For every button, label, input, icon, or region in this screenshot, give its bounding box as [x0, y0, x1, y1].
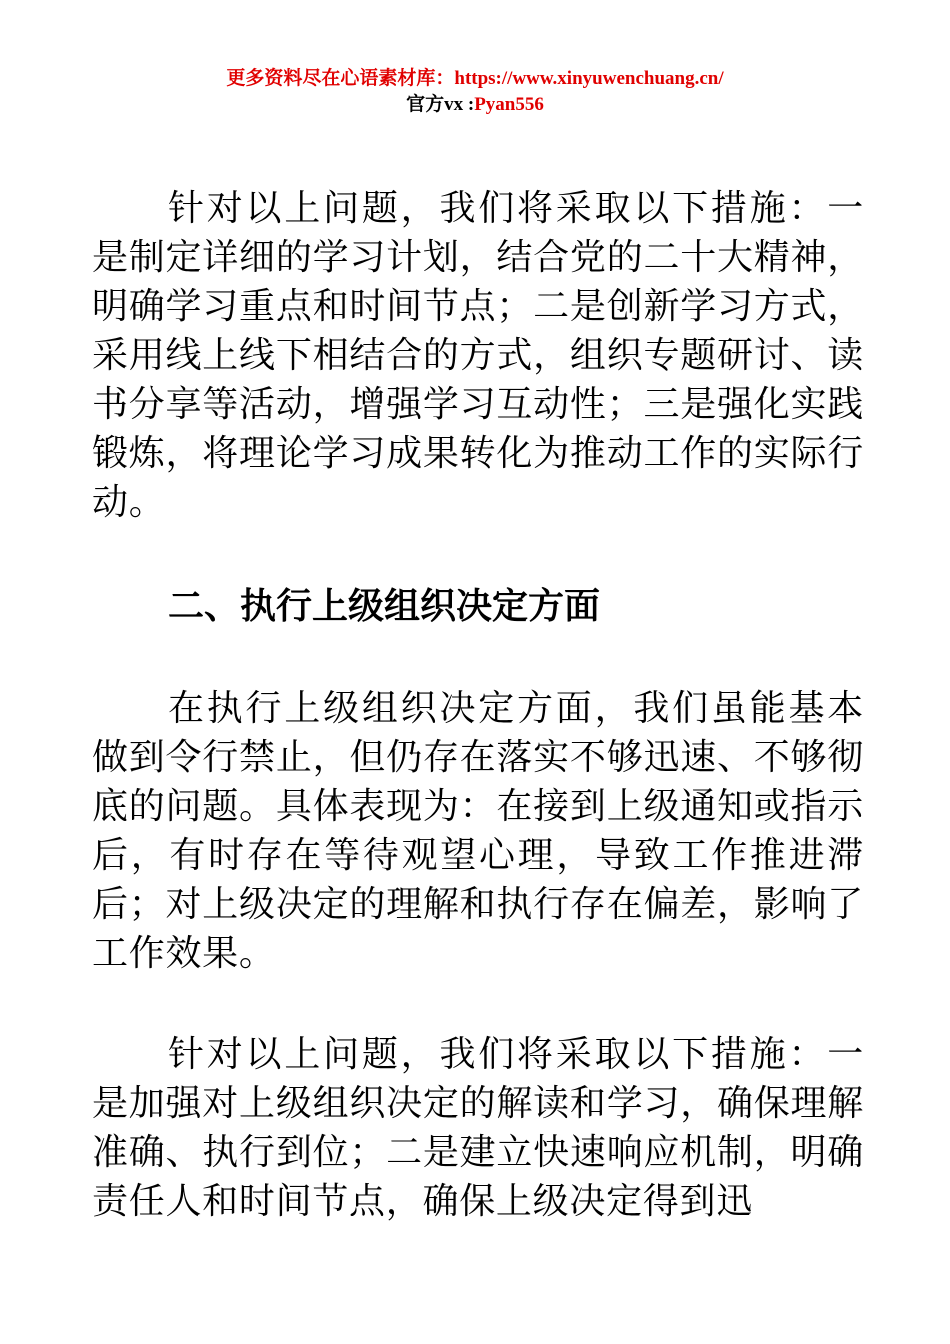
- wechat-contact-line: [0, 92, 950, 118]
- source-header: [0, 66, 950, 118]
- wechat-id: Pyan556: [474, 94, 544, 115]
- body-paragraph: 在执行上级组织决定方面，我们虽能基本做到令行禁止，但仍存在落实不够迅速、不够彻底的问题。具体表现为：在接到上级通知或指示后，有时存在等待观望心理，导致工作推进滞后；对上级决定的理解和执行存在偏差，影响了工作效果。: [92, 688, 864, 974]
- body-paragraph: 针对以上问题，我们将采取以下措施：一是制定详细的学习计划，结合党的二十大精神，明确学习重点和时间节点；二是创新学习方式，采用线上线下相结合的方式，组织专题研讨、读书分享等活动，增强学习互动性；三是强化实践锻炼，将理论学习成果转化为推动工作的实际行动。: [92, 188, 864, 523]
- section-heading: 二、执行上级组织决定方面: [168, 586, 601, 627]
- wechat-label: 官方vx :: [406, 94, 475, 115]
- body-paragraph: 针对以上问题，我们将采取以下措施：一是加强对上级组织决定的解读和学习，确保理解准确、执行到位；二是建立快速响应机制，明确责任人和时间节点，确保上级决定得到迅: [92, 1034, 864, 1222]
- source-link-line: 更多资料尽在心语素材库：https://www.xinyuwenchuang.cn/: [226, 68, 724, 89]
